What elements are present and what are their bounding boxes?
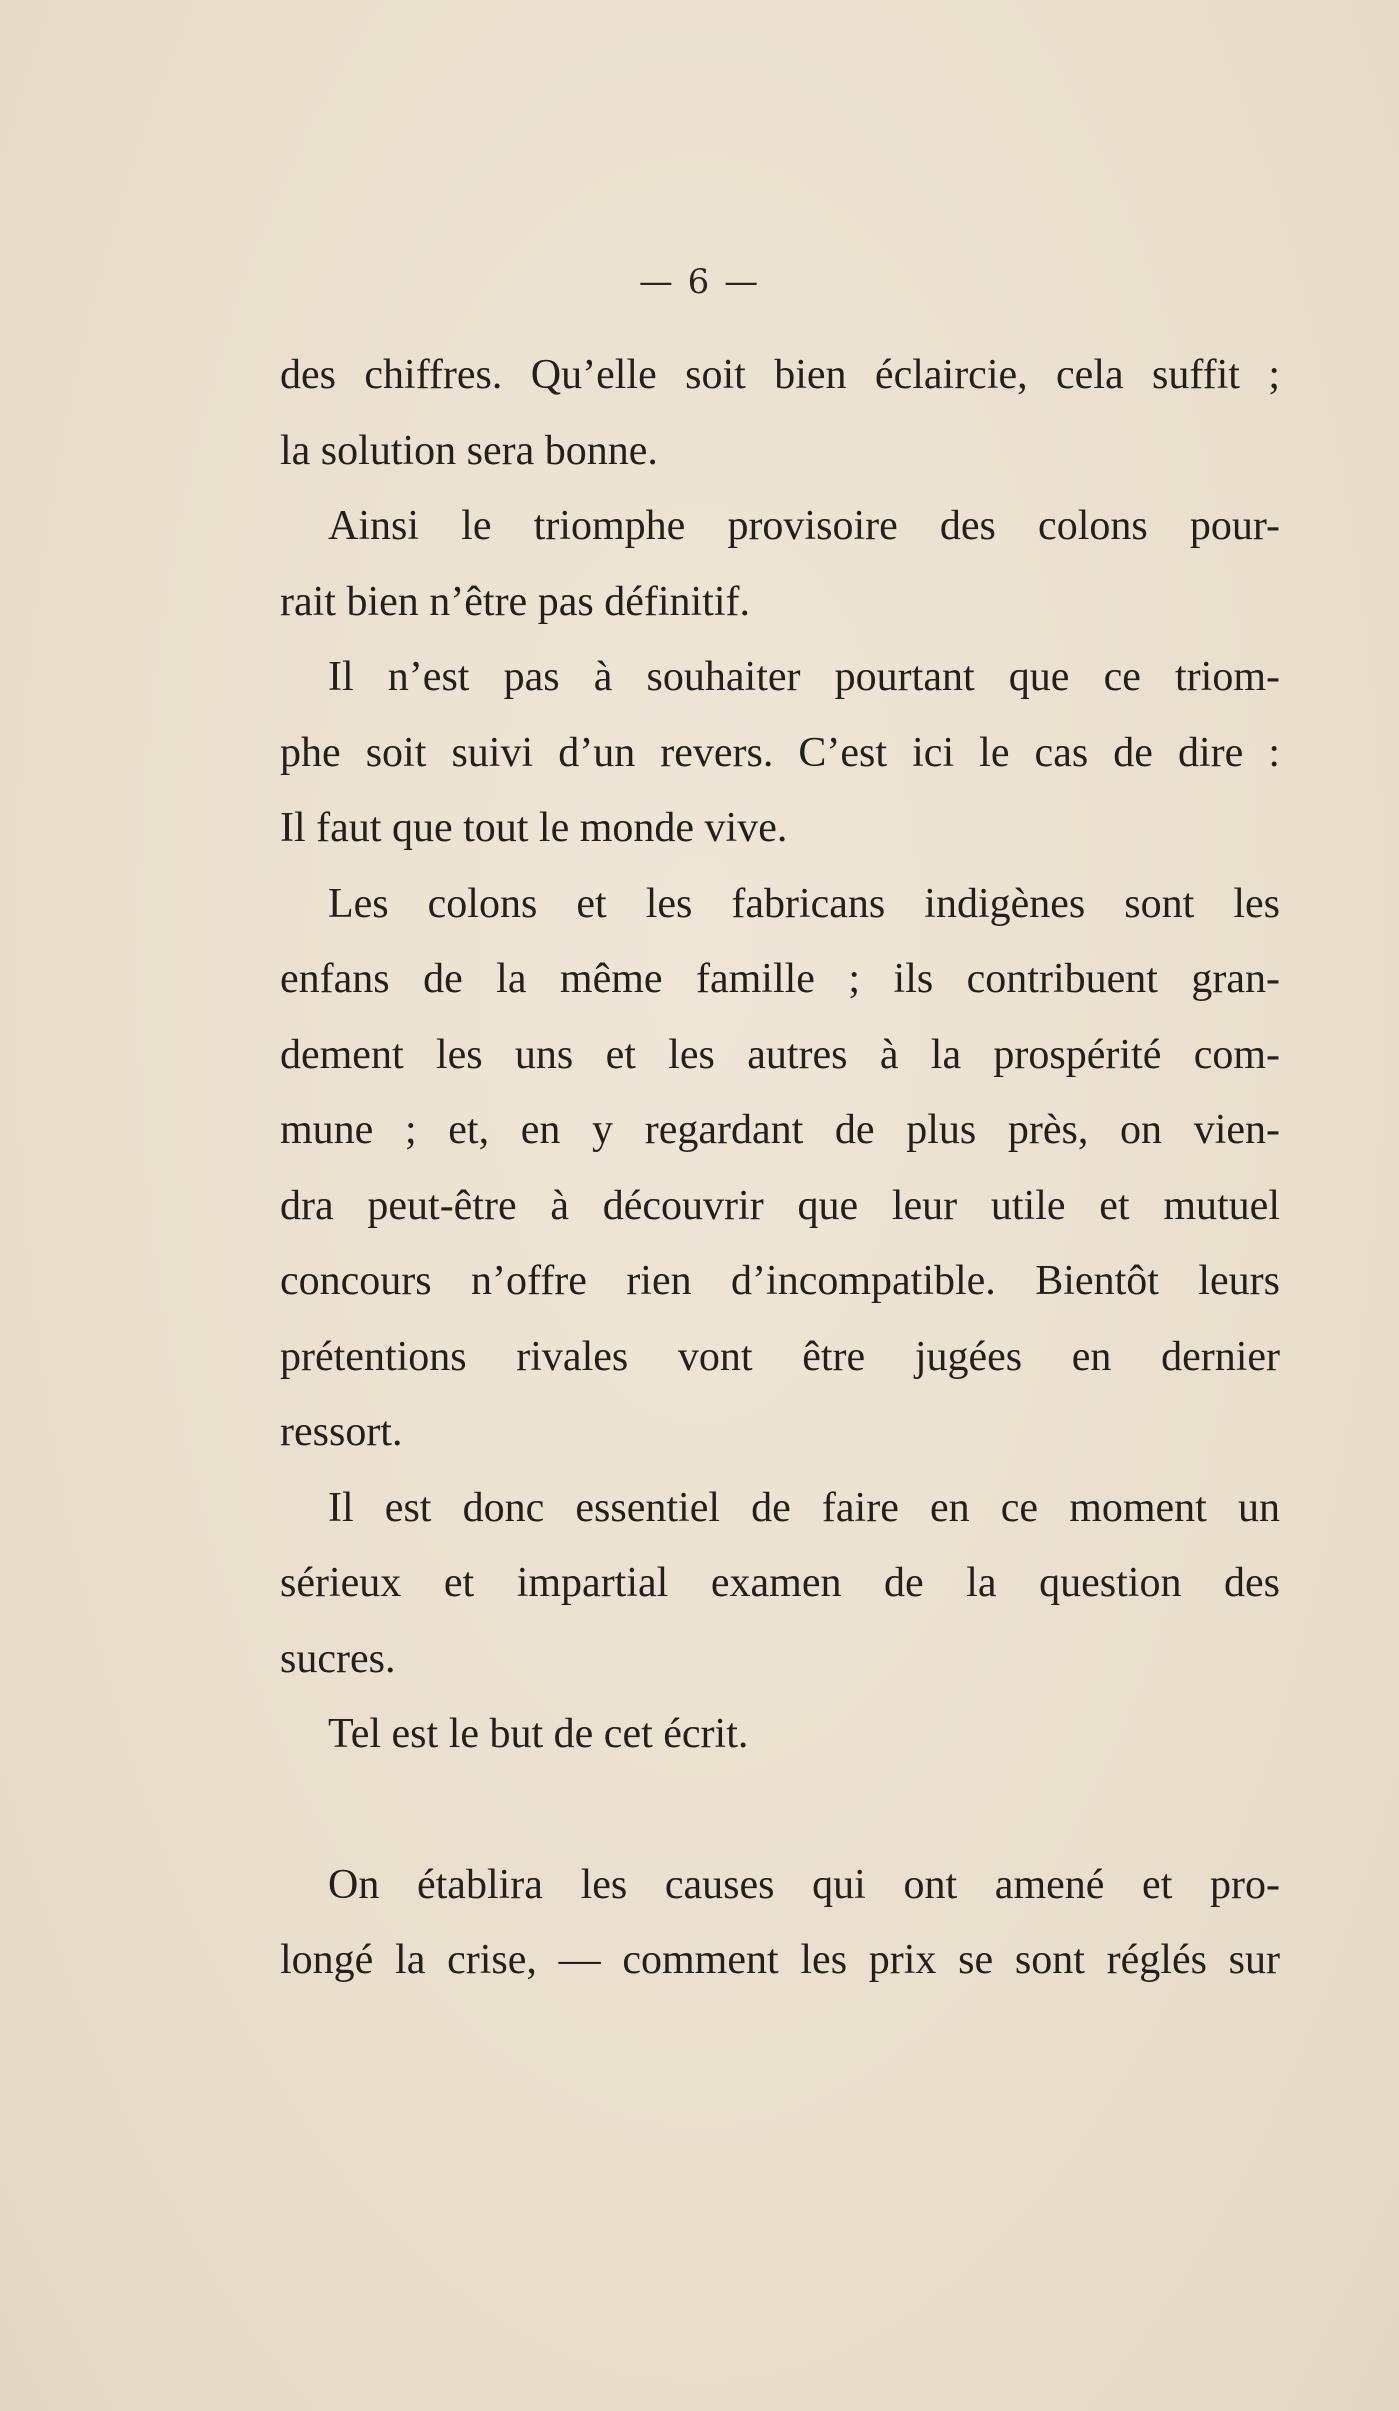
text-line: sucres. — [280, 1635, 396, 1682]
text-line: Il faut que tout le monde vive. — [280, 805, 788, 851]
text-line: mune ; et, en y regardant de plus près, on vien- — [280, 1107, 1280, 1153]
text-line: Tel est le but de cet écrit. — [328, 1711, 749, 1757]
text-line: Les colons et les fabricans indigènes sont les — [328, 880, 1280, 927]
text-line: dement les uns et les autres à la prospérité com- — [280, 1031, 1280, 1078]
text-line: enfans de la même famille ; ils contribuent gran- — [280, 956, 1280, 1002]
text-line: longé la crise, — comment les prix se sont réglés sur — [280, 1937, 1280, 1983]
text-line: dra peut-être à découvrir que leur utile et mutuel — [280, 1182, 1280, 1229]
text-line: des chiffres. Qu’elle soit bien éclaircie, cela suffit ; — [280, 352, 1280, 398]
text-line: On établira les causes qui ont amené et pro- — [328, 1861, 1280, 1908]
text-line: phe soit suivi d’un revers. C’est ici le cas de dire : — [280, 729, 1280, 776]
text-line: rait bien n’être pas définitif. — [280, 578, 750, 625]
page-number: — 6 — — [638, 262, 761, 302]
text-line: Il est donc essentiel de faire en ce moment un — [328, 1484, 1280, 1531]
text-line: prétentions rivales vont être jugées en dernier — [280, 1333, 1280, 1380]
text-line: concours n’offre rien d’incompatible. Bientôt leurs — [280, 1258, 1280, 1304]
text-line: ressort. — [280, 1409, 403, 1455]
body-text — [280, 338, 1280, 1999]
text-line: la solution sera bonne. — [280, 427, 658, 474]
text-line: Ainsi le triomphe provisoire des colons pour- — [328, 503, 1280, 549]
text-line: sérieux et impartial examen de la question des — [280, 1560, 1280, 1606]
text-line: Il n’est pas à souhaiter pourtant que ce triom- — [328, 654, 1280, 700]
